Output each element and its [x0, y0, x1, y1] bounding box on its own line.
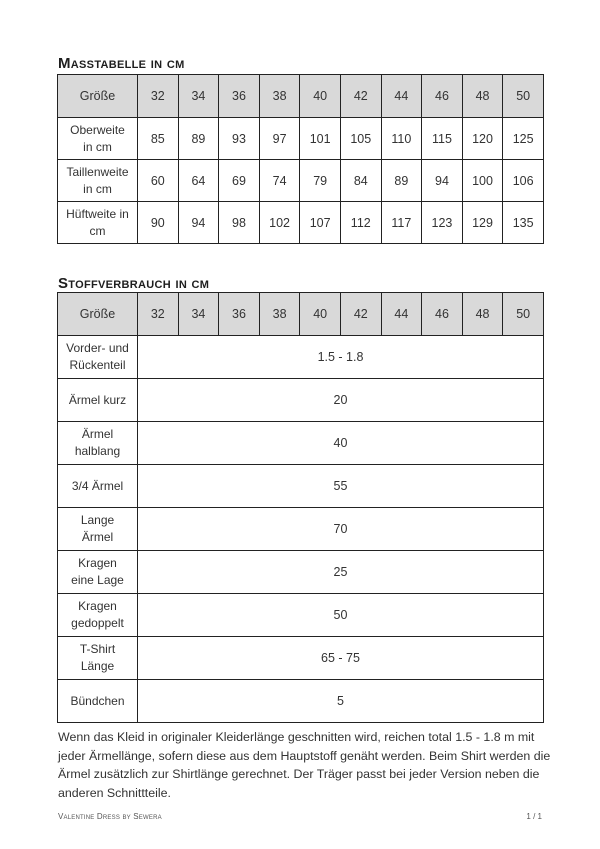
measurement-cell: 89 [178, 118, 219, 160]
fabric-amount-cell: 1.5 - 1.8 [138, 336, 544, 379]
row-label-cell [58, 637, 138, 680]
stoffverbrauch-table [57, 292, 544, 723]
row-label-cell [58, 202, 138, 244]
table-row [58, 379, 544, 422]
size-header-cell: 38 [259, 75, 300, 118]
masstabelle-table [57, 74, 544, 244]
measurement-cell: 89 [381, 160, 422, 202]
row-label-line: Kragen [78, 556, 117, 570]
measurement-cell: 74 [259, 160, 300, 202]
size-header-cell: 44 [381, 75, 422, 118]
table-row [58, 160, 544, 202]
row-label-line: Ärmel [81, 427, 114, 441]
size-header-cell: 34 [178, 75, 219, 118]
page-number: 1 / 1 [526, 812, 542, 821]
measurement-cell: 105 [340, 118, 381, 160]
measurement-cell: 129 [462, 202, 503, 244]
row-label-cell [58, 508, 138, 551]
size-header-cell: 48 [462, 293, 503, 336]
fabric-amount-cell: 70 [138, 508, 544, 551]
row-label-line: gedoppelt [71, 616, 124, 630]
row-label-line: Kragen [78, 599, 117, 613]
fabric-amount-cell: 25 [138, 551, 544, 594]
measurement-cell: 94 [178, 202, 219, 244]
measurement-cell: 64 [178, 160, 219, 202]
measurement-cell: 85 [138, 118, 179, 160]
row-label-line: halblang [74, 444, 121, 458]
row-label-cell [58, 551, 138, 594]
table-row [58, 422, 544, 465]
size-header-cell: 48 [462, 75, 503, 118]
row-label-cell [58, 379, 138, 422]
measurement-cell: 97 [259, 118, 300, 160]
header-label-cell: Größe [58, 293, 138, 336]
size-header-cell: 40 [300, 75, 341, 118]
masstabelle-title: Masstabelle in cm [58, 55, 185, 72]
table-row [58, 551, 544, 594]
measurement-cell: 120 [462, 118, 503, 160]
measurement-cell: 123 [422, 202, 463, 244]
table-row [58, 508, 544, 551]
measurement-cell: 84 [340, 160, 381, 202]
size-header-cell: 50 [503, 293, 544, 336]
row-label-line: Länge [80, 659, 115, 673]
row-label-cell [58, 680, 138, 723]
table-header-row [58, 293, 544, 336]
size-header-cell: 42 [340, 293, 381, 336]
size-header-cell: 50 [503, 75, 544, 118]
size-header-cell: 40 [300, 293, 341, 336]
row-label-cell [58, 422, 138, 465]
table-row [58, 336, 544, 379]
measurement-cell: 60 [138, 160, 179, 202]
size-header-cell: 44 [381, 293, 422, 336]
measurement-cell: 79 [300, 160, 341, 202]
row-label-line: Ärmel [81, 530, 114, 544]
measurement-cell: 110 [381, 118, 422, 160]
fabric-amount-cell: 40 [138, 422, 544, 465]
table-row [58, 637, 544, 680]
measurement-cell: 94 [422, 160, 463, 202]
row-label-line: Taillenweite [66, 164, 129, 179]
table-row [58, 465, 544, 508]
measurement-cell: 90 [138, 202, 179, 244]
row-label-line: in cm [83, 139, 112, 154]
measurement-cell: 107 [300, 202, 341, 244]
row-label-line: Bündchen [70, 693, 125, 708]
fabric-amount-cell: 5 [138, 680, 544, 723]
note-paragraph: Wenn das Kleid in originaler Kleiderlänge geschnitten wird, reichen total 1.5 - 1.8 m mit jeder Ärmellänge, sofern diese aus dem Hauptstoff genäht werden. Beim Shirt werden die Ärmel zusätzlich zur Shirtlänge gerechnet. Der Träger passt bei jeder Version neben die anderen Schnittteile. [58, 730, 551, 800]
table-row [58, 680, 544, 723]
row-label-line: T-Shirt [79, 642, 116, 656]
row-label-line: cm [89, 223, 106, 238]
size-header-cell: 36 [219, 75, 260, 118]
size-header-cell: 32 [138, 75, 179, 118]
row-label-cell [58, 160, 138, 202]
row-label-line: in cm [83, 181, 112, 196]
measurement-cell: 106 [503, 160, 544, 202]
size-header-cell: 32 [138, 293, 179, 336]
stoffverbrauch-title: Stoffverbrauch in cm [58, 275, 210, 292]
size-header-cell: 38 [259, 293, 300, 336]
row-label-line: Rückenteil [69, 358, 126, 372]
header-label-cell: Größe [58, 75, 138, 118]
table-row [58, 594, 544, 637]
size-header-cell: 34 [178, 293, 219, 336]
row-label-cell [58, 118, 138, 160]
table-row [58, 118, 544, 160]
measurement-cell: 93 [219, 118, 260, 160]
size-header-cell: 46 [422, 293, 463, 336]
footer-title: Valentine Dress by Sewera [58, 812, 162, 821]
measurement-cell: 102 [259, 202, 300, 244]
measurement-cell: 100 [462, 160, 503, 202]
fabric-amount-cell: 55 [138, 465, 544, 508]
table-header-row [58, 75, 544, 118]
row-label-line: Ärmel kurz [68, 392, 127, 407]
size-header-cell: 46 [422, 75, 463, 118]
measurement-cell: 69 [219, 160, 260, 202]
measurement-cell: 98 [219, 202, 260, 244]
fabric-amount-cell: 65 - 75 [138, 637, 544, 680]
row-label-line: Vorder- und [66, 341, 129, 355]
fabric-amount-cell: 20 [138, 379, 544, 422]
measurement-cell: 135 [503, 202, 544, 244]
size-header-cell: 42 [340, 75, 381, 118]
row-label-cell [58, 336, 138, 379]
row-label-cell [58, 465, 138, 508]
row-label-line: Lange [80, 513, 115, 527]
measurement-cell: 101 [300, 118, 341, 160]
row-label-cell [58, 594, 138, 637]
fabric-amount-cell: 50 [138, 594, 544, 637]
row-label-line: Oberweite [70, 122, 125, 137]
row-label-line: eine Lage [71, 573, 124, 587]
measurement-cell: 115 [422, 118, 463, 160]
row-label-line: Hüftweite in [66, 206, 129, 221]
row-label-line: 3/4 Ärmel [71, 478, 124, 493]
size-header-cell: 36 [219, 293, 260, 336]
table-row [58, 202, 544, 244]
measurement-cell: 112 [340, 202, 381, 244]
measurement-cell: 117 [381, 202, 422, 244]
measurement-cell: 125 [503, 118, 544, 160]
